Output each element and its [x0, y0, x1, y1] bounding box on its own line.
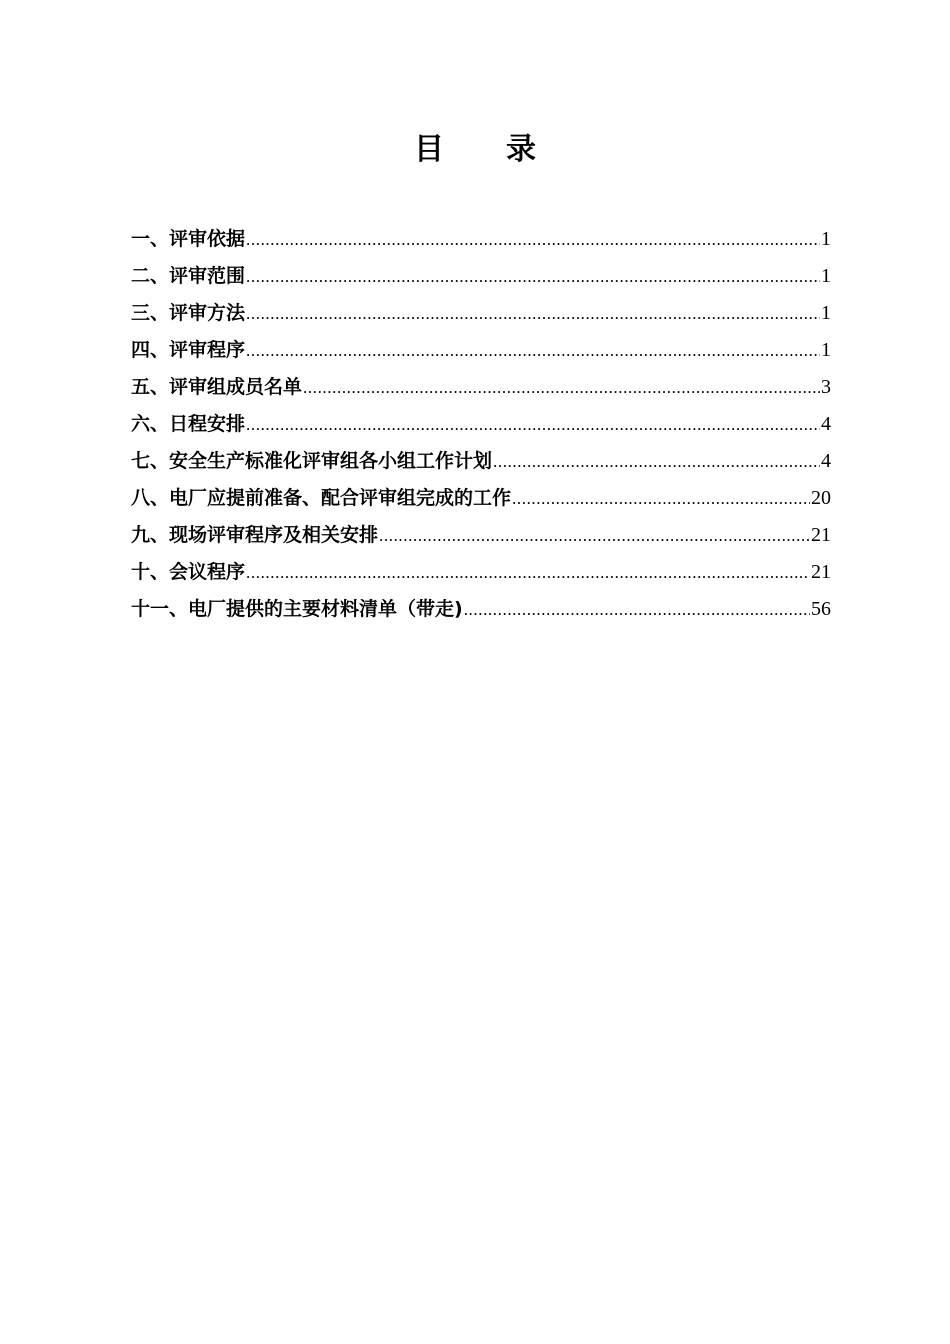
- toc-entry-label: 六、日程安排: [131, 413, 246, 435]
- toc-entry-page: 1: [821, 302, 831, 324]
- toc-entry-label: 九、现场评审程序及相关安排: [131, 524, 379, 546]
- toc-entry-page: 21: [811, 524, 831, 546]
- toc-entry-label: 五、评审组成员名单: [131, 376, 303, 398]
- toc-entry-label: 七、安全生产标准化评审组各小组工作计划: [131, 450, 493, 472]
- toc-leader-dots: [303, 369, 820, 406]
- toc-entry-label: 四、评审程序: [131, 339, 246, 361]
- toc-entry[interactable]: [131, 221, 831, 258]
- toc-entry[interactable]: [131, 443, 831, 480]
- toc-entry-page: 1: [821, 228, 831, 250]
- toc-entry[interactable]: [131, 517, 831, 554]
- toc-entry-label: 八、电厂应提前准备、配合评审组完成的工作: [131, 487, 512, 509]
- toc-entry[interactable]: [131, 295, 831, 332]
- toc-leader-dots: [246, 221, 820, 258]
- toc-entry-label: 二、评审范围: [131, 265, 246, 287]
- toc-entry-page: 1: [821, 265, 831, 287]
- table-of-contents: [131, 221, 831, 628]
- toc-entry[interactable]: [131, 591, 831, 628]
- toc-entry-page: 3: [821, 376, 831, 398]
- toc-entry-page: 4: [821, 413, 831, 435]
- toc-leader-dots: [512, 480, 810, 517]
- toc-leader-dots: [493, 443, 820, 480]
- toc-entry[interactable]: [131, 406, 831, 443]
- toc-entry-label: 一、评审依据: [131, 228, 246, 250]
- toc-entry-page: 1: [821, 339, 831, 361]
- title-char-2: 录: [506, 132, 536, 167]
- toc-entry-label: 十一、电厂提供的主要材料清单（带走): [131, 598, 463, 620]
- toc-leader-dots: [246, 554, 810, 591]
- page-title: [0, 128, 950, 172]
- toc-entry-page: 4: [821, 450, 831, 472]
- toc-entry-page: 20: [811, 487, 831, 509]
- toc-entry[interactable]: [131, 258, 831, 295]
- toc-entry[interactable]: [131, 554, 831, 591]
- toc-entry-label: 三、评审方法: [131, 302, 246, 324]
- title-char-1: 目: [414, 132, 444, 167]
- toc-leader-dots: [246, 332, 820, 369]
- toc-entry-page: 21: [811, 561, 831, 583]
- toc-leader-dots: [246, 258, 820, 295]
- toc-entry-label: 十、会议程序: [131, 561, 246, 583]
- toc-entry-page: 56: [811, 598, 831, 620]
- toc-leader-dots: [246, 406, 820, 443]
- toc-entry[interactable]: [131, 480, 831, 517]
- toc-entry[interactable]: [131, 332, 831, 369]
- toc-leader-dots: [464, 591, 810, 628]
- toc-leader-dots: [246, 295, 820, 332]
- toc-leader-dots: [379, 517, 810, 554]
- toc-entry[interactable]: [131, 369, 831, 406]
